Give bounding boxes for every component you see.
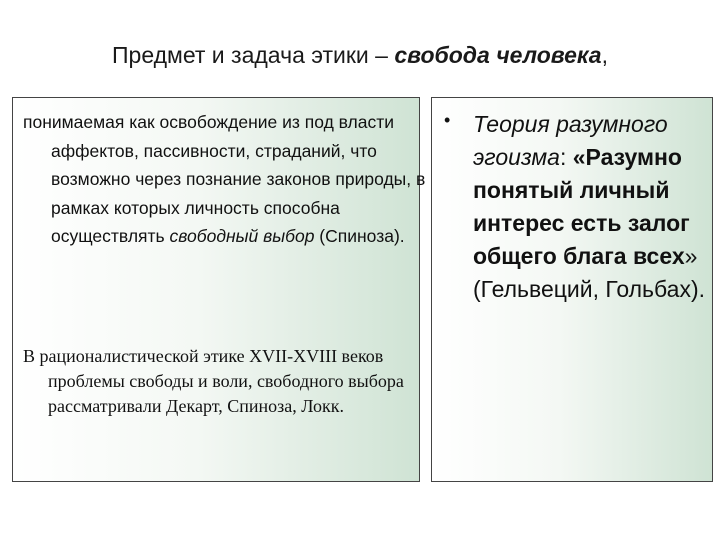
para1-italic: свободный выбор	[169, 226, 315, 246]
rational-egoism-text	[473, 108, 709, 306]
theory-colon: :	[559, 144, 573, 170]
spinoza-paragraph	[23, 108, 443, 251]
quote-open: «	[572, 144, 586, 170]
para1-end: (Спиноза).	[314, 226, 405, 246]
right-text-box	[431, 97, 713, 482]
quote-text: Разумно понятый личный интерес есть залог общего блага всех	[473, 144, 690, 269]
slide-title	[0, 42, 720, 69]
rationalist-paragraph: В рационалистической этике XVII-XVIII веков проблемы свободы и воли, свободного выбора рассматривали Декарт, Спиноза, Локк.	[23, 346, 404, 416]
bullet-icon: •	[444, 110, 451, 130]
title-plain-text: Предмет и задача этики –	[112, 42, 395, 68]
theory-name: Теория разумного эгоизма	[473, 111, 668, 170]
left-text-box	[12, 97, 426, 482]
authors: (Гельвеций, Гольбах).	[473, 276, 705, 302]
title-emphasis: свобода человека	[394, 42, 602, 68]
title-end: ,	[601, 42, 608, 68]
quote-close: »	[684, 243, 698, 269]
para1-start: понимаемая как освобождение из под власти аффектов, пассивности, страданий, что возможно через познание законов природы, в рамках которых личность способна осуществлять	[23, 112, 426, 246]
